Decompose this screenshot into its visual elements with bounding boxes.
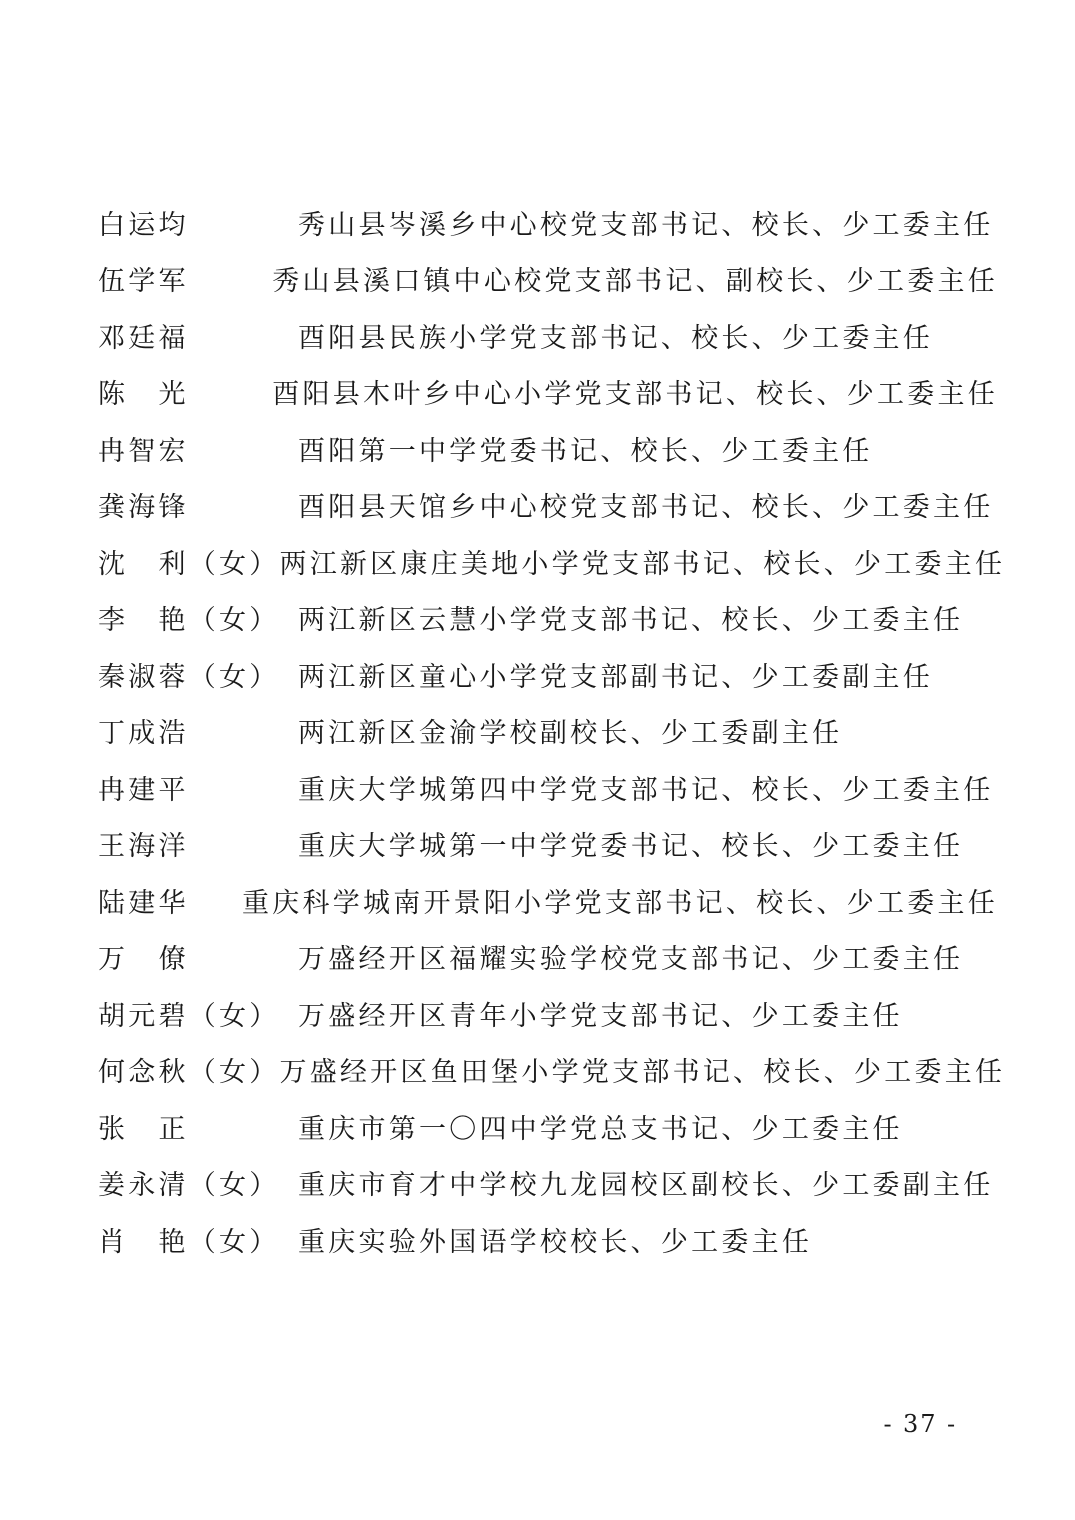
person-name: 伍学军 — [98, 266, 189, 298]
list-item — [98, 929, 998, 986]
list-item — [98, 1098, 998, 1155]
person-name: 姜永清（女） — [98, 1170, 280, 1202]
person-name: 龚海锋 — [98, 492, 189, 524]
person-name: 王海洋 — [98, 831, 189, 863]
list-item — [98, 1155, 998, 1212]
list-item — [98, 194, 998, 251]
person-title: 秀山县溪口镇中心校党支部书记、副校长、少工委主任 — [272, 266, 998, 298]
person-title: 重庆大学城第一中学党委书记、校长、少工委主任 — [298, 831, 964, 863]
list-item — [98, 1211, 998, 1268]
person-name: 邓廷福 — [98, 322, 189, 354]
person-name: 肖 艳（女） — [98, 1226, 280, 1258]
list-item — [98, 646, 998, 703]
person-name: 冉智宏 — [98, 435, 189, 467]
page-number: - 37 - — [883, 1410, 957, 1438]
list-item — [98, 420, 998, 477]
person-name: 何念秋（女） — [98, 1057, 280, 1089]
person-title: 万盛经开区青年小学党支部书记、少工委主任 — [298, 1000, 903, 1032]
list-item — [98, 533, 1006, 590]
person-title: 酉阳县民族小学党支部书记、校长、少工委主任 — [298, 322, 934, 354]
person-title: 万盛经开区福耀实验学校党支部书记、少工委主任 — [298, 944, 964, 976]
person-title: 重庆市第一〇四中学党总支书记、少工委主任 — [298, 1113, 903, 1145]
person-title: 两江新区金渝学校副校长、少工委副主任 — [298, 718, 843, 750]
person-title: 酉阳县木叶乡中心小学党支部书记、校长、少工委主任 — [272, 379, 998, 411]
person-title: 两江新区云慧小学党支部书记、校长、少工委主任 — [298, 605, 964, 637]
list-item — [98, 816, 998, 873]
person-title: 酉阳县天馆乡中心校党支部书记、校长、少工委主任 — [298, 492, 994, 524]
person-title: 重庆市育才中学校九龙园校区副校长、少工委副主任 — [298, 1170, 994, 1202]
person-name: 胡元碧（女） — [98, 1000, 280, 1032]
person-name: 丁成浩 — [98, 718, 189, 750]
person-title: 两江新区童心小学党支部副书记、少工委副主任 — [298, 661, 934, 693]
list-item — [98, 307, 998, 364]
list-item — [98, 590, 998, 647]
list-item — [98, 759, 998, 816]
person-name: 陆建华 — [98, 887, 189, 919]
person-name: 万 僚 — [98, 944, 189, 976]
list-item — [98, 872, 998, 929]
person-title: 万盛经开区鱼田堡小学党支部书记、校长、少工委主任 — [279, 1057, 1006, 1089]
name-list — [98, 194, 1006, 1268]
person-name: 沈 利（女） — [98, 548, 280, 580]
list-item — [98, 703, 998, 760]
list-item — [98, 251, 998, 308]
person-name: 白运均 — [98, 209, 189, 241]
person-name: 秦淑蓉（女） — [98, 661, 280, 693]
person-name: 李 艳（女） — [98, 605, 280, 637]
person-title: 重庆实验外国语学校校长、少工委主任 — [298, 1226, 813, 1258]
person-name: 陈 光 — [98, 379, 189, 411]
list-item — [98, 985, 998, 1042]
list-item — [98, 1042, 1006, 1099]
person-title: 重庆科学城南开景阳小学党支部书记、校长、少工委主任 — [242, 887, 998, 919]
person-name: 冉建平 — [98, 774, 189, 806]
list-item — [98, 364, 998, 421]
person-title: 重庆大学城第四中学党支部书记、校长、少工委主任 — [298, 774, 994, 806]
person-title: 两江新区康庄美地小学党支部书记、校长、少工委主任 — [279, 548, 1006, 580]
person-title: 秀山县岑溪乡中心校党支部书记、校长、少工委主任 — [298, 209, 994, 241]
person-title: 酉阳第一中学党委书记、校长、少工委主任 — [298, 435, 873, 467]
list-item — [98, 477, 998, 534]
person-name: 张 正 — [98, 1113, 189, 1145]
